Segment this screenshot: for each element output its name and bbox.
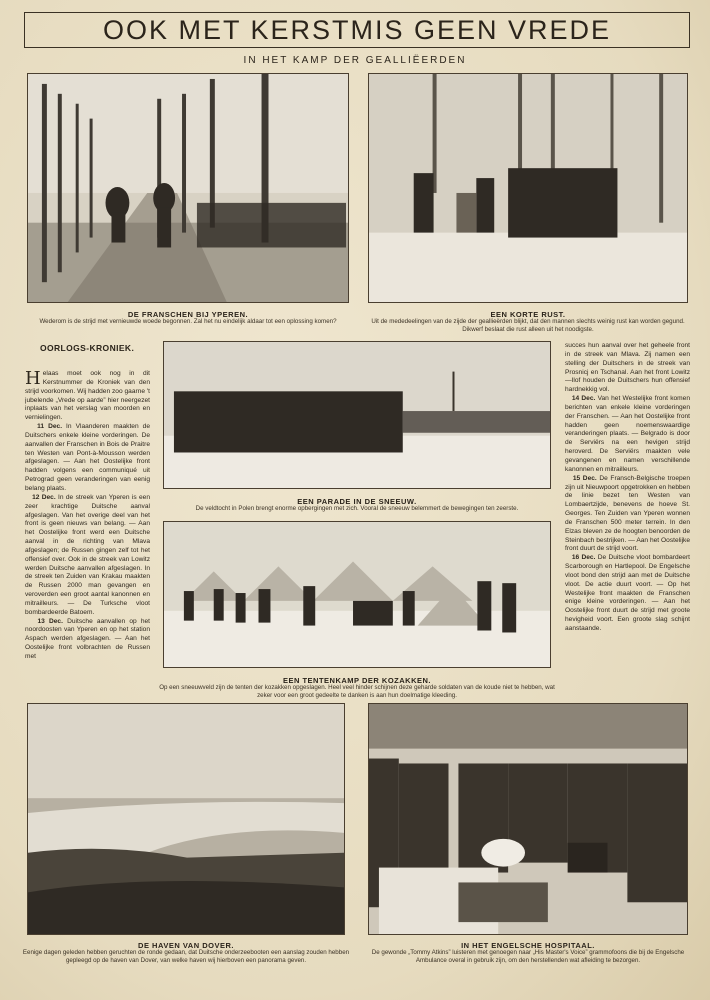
dropcap: H (25, 370, 41, 389)
caption-title-hospitaal: IN HET ENGELSCHE HOSPITAAL. (461, 941, 595, 950)
kroniek-entry: 14 Dec. Van het Westelijke front komen berichten van enkele kleine vorderingen der Franschen. — Aan het Oostelijke front hadden geen noemenswaardige veranderingen plaats. — Belgrado is door de Serviërs na een hevigen strijd heroverd. De Serviërs maakten vele gevangenen en namen verschillende kanonnen en mitrailleurs. (565, 395, 690, 473)
kroniek-entry: succes hun aanval over het geheele front in de streek van Mlava. Zij namen een stelling der Duitschers in de streek van Prosnicj en Tschanal. Aan het front Lowitz—Ilof houden de Duitschers hun offensief hardnekkig vol. (565, 342, 690, 394)
caption-text-parade: De veldtocht in Polen brengt enorme opbergingen met zich. Vooral de sneeuw belemmert de bewegingen ten zeerste. (195, 505, 519, 512)
caption-title-dover: DE HAVEN VAN DOVER. (138, 941, 234, 950)
page-title: OOK MET KERSTMIS GEEN VREDE (102, 14, 612, 45)
kroniek-entry: 12 Dec. In de streek van Yperen is een zeer krachtige Duitsche aanval afgeslagen. Van het overige deel van het front is geen nieuws van belang. — Aan het Oostelijke front werd een Duitsche aanval in de richting van Mlava afgeslagen; de Russen gingen zelf tot het offensief over. Ook in de streek van Lowitz werden Duitsche aanvallen afgeslagen. In de streek ten Zuiden van Krakau maakten de Russen 2000 man gevangen en veroverden een groot aantal kanonnen en mitrailleurs. — De Turksche vloot bombardeerde Batoem. (25, 493, 150, 616)
caption-text-hospitaal: De gewonde „Tommy Atkins” luisteren met genoegen naar „His Master's Voice” grammofoons die bij de Engelsche Ambulance overal in gebruik zijn, om den herstellenden wat afleiding te bezorgen. (371, 949, 685, 964)
kroniek-left-column (25, 370, 150, 700)
kroniek-entry: 16 Dec. De Duitsche vloot bombardeert Scarborough en Hartlepool. De Engelsche vloot bond den strijd aan met de Duitsche vloot. De actie duurt voort. — Op het Westelijke front maakten de Franschen enige kleine vorderingen. — Aan het Oostelijke front duurt de strijd met groote hevigheid voort. Een groote slag schijnt aanstaande. (565, 554, 690, 632)
photo-een-korte-rust (368, 73, 688, 303)
photo-franschen-bij-yperen (27, 73, 349, 303)
kroniek-intro: Helaas moet ook nog in dit Kerstnummer de Kroniek van den strijd voorkomen. Wij hadden zoo gaarne 't jubelende „Vrede op aarde” hier neergezet inplaats van het verslag van moorden en vernielingen. (25, 370, 150, 422)
caption-title-rust: EEN KORTE RUST. (490, 310, 566, 319)
caption-text-rust: Uit de mededeelingen van de zijde der geallieërden blijkt, dat den mannen slechts weinig rust kan worden gegund. Dikwerf beslaat die rust alleen uit het noodigste. (371, 318, 685, 333)
photo-engelsche-hospitaal (368, 703, 688, 935)
caption-title-parade: EEN PARADE IN DE SNEEUW. (297, 497, 417, 506)
photo-haven-van-dover (27, 703, 345, 935)
kroniek-heading: OORLOGS-KRONIEK. (40, 343, 135, 353)
photo-tentenkamp-der-kozakken (163, 521, 551, 668)
kroniek-right-column (565, 342, 690, 694)
caption-text-tentenkamp: Op een sneeuwveld zijn de tenten der kozakken opgeslagen. Heel veel hinder schijnen deze geharde soldaten van de koude niet te hebben, wat zeker voor een groot gedeelte te danken is aan hun doelmatige kleeding. (159, 684, 555, 699)
caption-text-dover: Eenige dagen geleden hebben geruchten de ronde gedaan, dat Duitsche onderzeebooten een aanslag zouden hebben gepleegd op de haven van Dover, van welke haven wij hierboven een panorama geven. (22, 949, 350, 964)
caption-title-tentenkamp: EEN TENTENKAMP DER KOZAKKEN. (282, 676, 432, 685)
caption-text-franschen: Wederom is de strijd met vernieuwde woede begonnen. Zal het nu eindelijk aldaar tot een oplossing komen? (39, 318, 337, 325)
photo-parade-in-de-sneeuw (163, 341, 551, 489)
page-subtitle: IN HET KAMP DER GEALLIËERDEN (243, 55, 467, 66)
caption-title-franschen: DE FRANSCHEN BIJ YPEREN. (127, 310, 249, 319)
kroniek-entry: 11 Dec. In Vlaanderen maakten de Duitschers enkele kleine vorderingen. De aanvallen der Franschen in Bois de Praitre ten Westen van Pont-à-Mousson werden afgeslagen. — Aan het Oostelijke front hadden volgens een communiqué uit Petrograd geen veranderingen van eenig belang plaats. (25, 423, 150, 492)
title-frame (24, 12, 690, 48)
kroniek-entry: 13 Dec. Duitsche aanvallen op het noordoosten van Yperen en op het station Aspach werden afgeslagen. — Aan het Oostelijke front volbrachten de Russen met (25, 617, 150, 660)
kroniek-entry: 15 Dec. De Fransch-Belgische troepen zijn uit Nieuwpoort opgetrokken en hebben de linie bezet ten Westen van Lombaertzijde, benevens de hoeve St. Georges. Ten Zuiden van Yperen wonnen de Franschen 500 meter terrein. In den Elzas bleven ze de hoogten benoorden de Steinbach bestrijken. — Aan het Oostelijke front duurt de strijd voort. (565, 474, 690, 553)
